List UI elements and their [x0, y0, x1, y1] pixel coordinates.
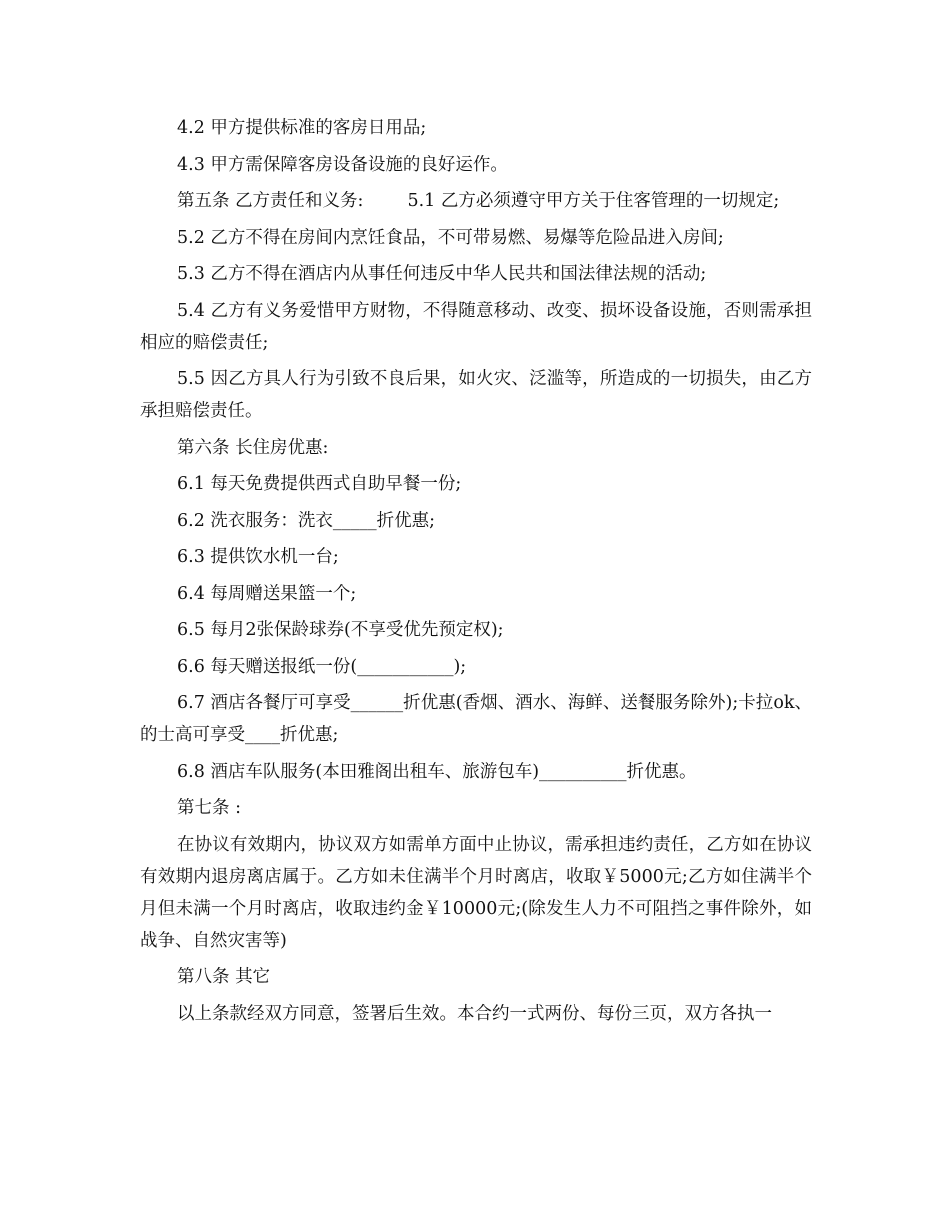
clause-6-2: 6.2 洗衣服务：洗衣_____折优惠;: [177, 510, 436, 531]
article-7-body: 在协议有效期内，协议双方如需单方面中止协议，需承担违约责任，乙方如在协议有效期内退房离店属于。乙方如未住满半个月时离店，收取￥5000元;乙方如住满半个月但未满一个月时离店，收取违约金￥10000元;(除发生人力不可阻挡之事件除外，如战争、自然灾害等): [140, 834, 812, 951]
clause-5-5: 5.5 因乙方具人行为引致不良后果，如火灾、泛滥等，所造成的一切损失，由乙方承担赔偿责任。: [140, 369, 812, 421]
article-7-heading: 第七条 :: [177, 798, 241, 818]
clause-6-1: 6.1 每天免费提供西式自助早餐一份;: [177, 474, 462, 494]
clause-6-5: 6.5 每月2张保龄球券(不享受优先预定权);: [177, 620, 504, 640]
clause-4-2: 4.2 甲方提供标准的客房日用品;: [177, 118, 427, 138]
article-5-heading-with-clause-5-1: [140, 185, 812, 217]
contract-body: [140, 112, 812, 1034]
article-6-heading: 第六条 长住房优惠:: [177, 437, 329, 458]
clause-6-3: 6.3 提供饮水机一台;: [177, 547, 339, 567]
clause-5-4: 5.4 乙方有义务爱惜甲方财物，不得随意移动、改变、损坏设备设施，否则需承担相应的赔偿责任;: [140, 300, 812, 353]
clause-5-2: 5.2 乙方不得在房间内烹饪食品，不可带易燃、易爆等危险品进入房间;: [177, 227, 724, 248]
article-8-heading: 第八条 其它: [177, 967, 271, 987]
clause-6-7: 6.7 酒店各餐厅可享受______折优惠(香烟、酒水、海鲜、送餐服务除外);卡拉ok、的士高可享受____折优惠;: [140, 693, 812, 745]
article-8-body: 以上条款经双方同意，签署后生效。本合约一式两份、每份三页，双方各执一: [177, 1003, 772, 1024]
article-5-heading: 第五条 乙方责任和义务:: [177, 191, 364, 211]
clause-5-3: 5.3 乙方不得在酒店内从事任何违反中华人民共和国法律法规的活动;: [177, 264, 707, 284]
clause-6-8: 6.8 酒店车队服务(本田雅阁出租车、旅游包车)__________折优惠。: [177, 761, 697, 782]
clause-6-6: 6.6 每天赠送报纸一份(___________);: [177, 656, 467, 677]
clause-5-1: 5.1 乙方必须遵守甲方关于住客管理的一切规定;: [407, 191, 780, 211]
clause-4-3: 4.3 甲方需保障客房设备设施的良好运作。: [177, 154, 508, 175]
clause-6-4: 6.4 每周赠送果篮一个;: [177, 583, 357, 604]
